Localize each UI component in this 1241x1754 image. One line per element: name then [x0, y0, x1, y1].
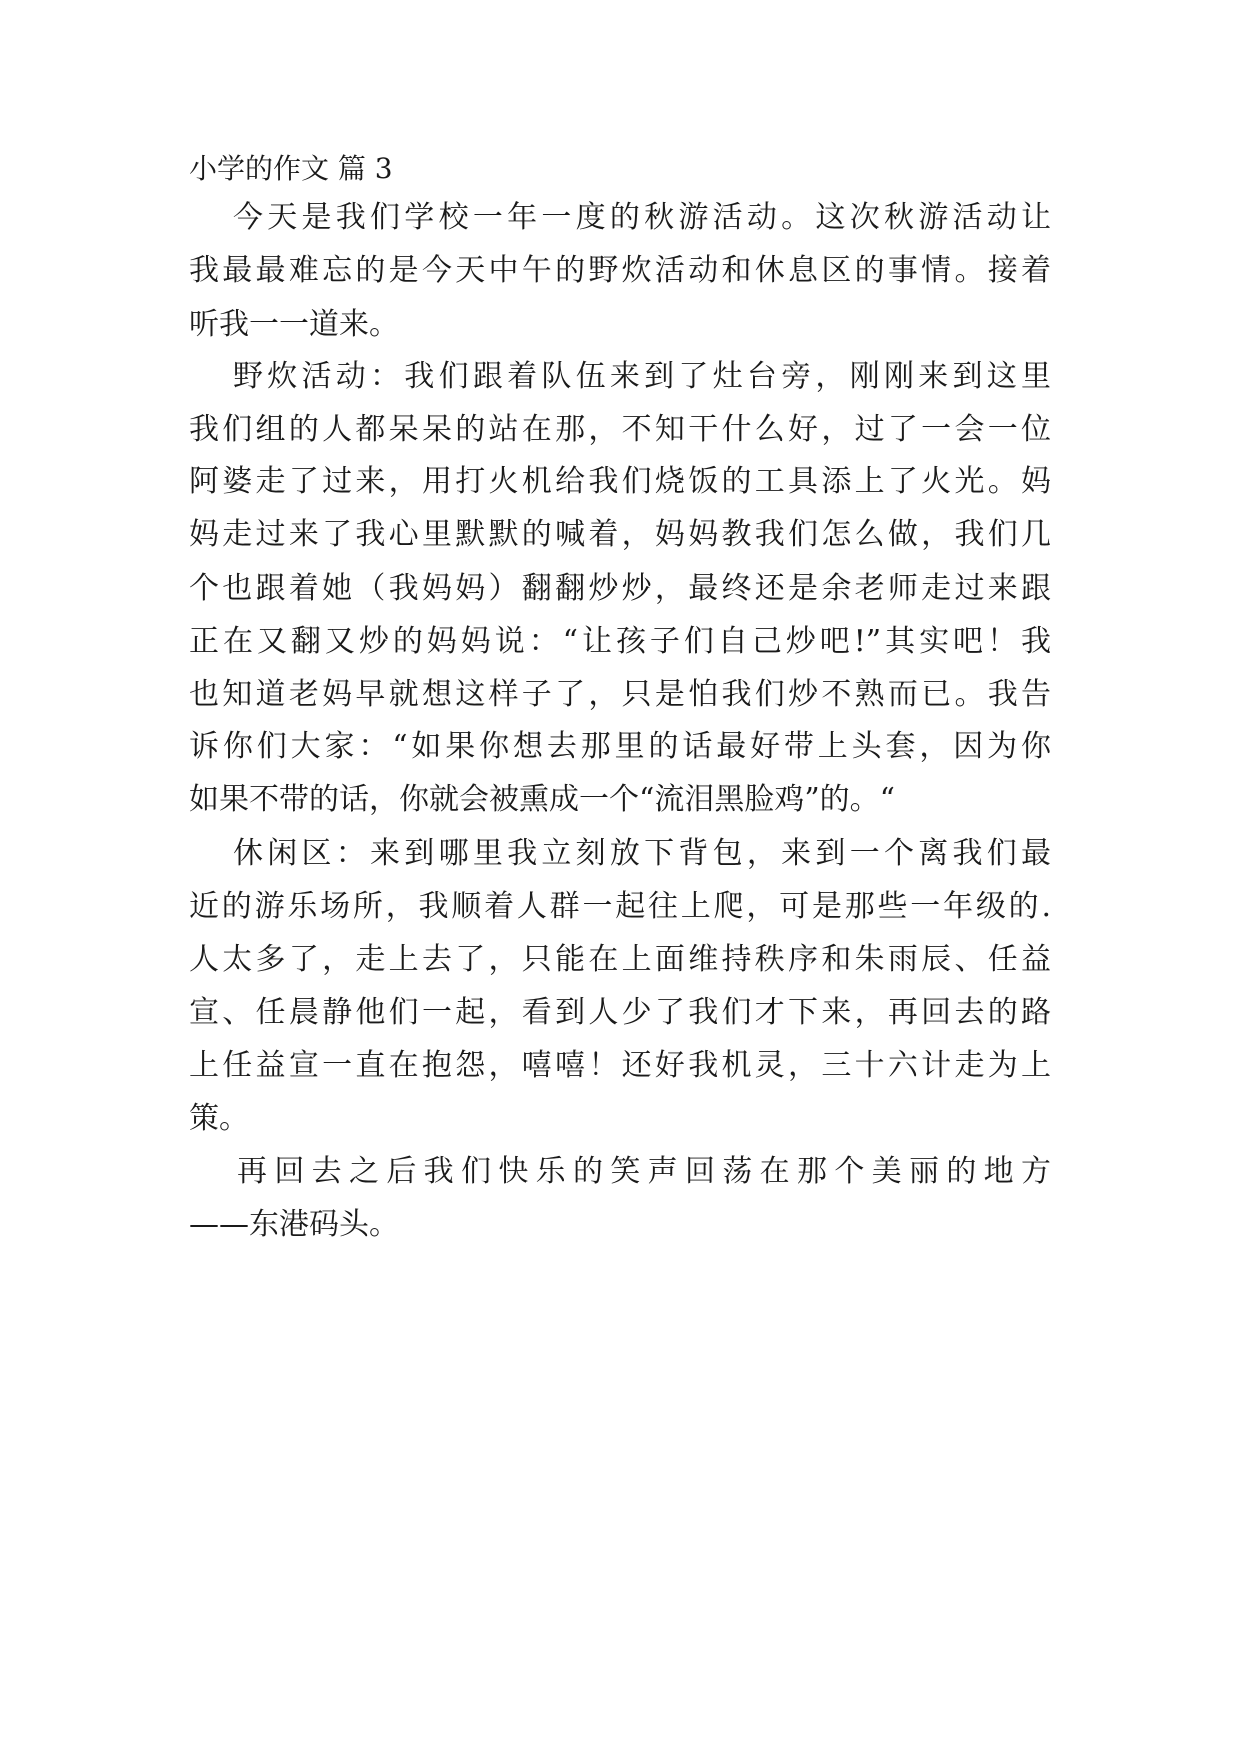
paragraph-2-line-5: 个也跟着她（我妈妈）翻翻炒炒，最终还是余老师走过来跟: [189, 571, 1051, 606]
paragraph-3-line-4: 宣、任晨静他们一起，看到人少了我们才下来，再回去的路: [189, 995, 1051, 1030]
paragraph-1-line-1: 今天是我们学校一年一度的秋游活动。这次秋游活动让: [233, 200, 1051, 235]
document-title: 小学的作文 篇 3: [189, 152, 393, 185]
paragraph-3-line-1: 休闲区：来到哪里我立刻放下背包，来到一个离我们最: [233, 836, 1051, 871]
paragraph-2-line-4: 妈走过来了我心里默默的喊着，妈妈教我们怎么做，我们几: [189, 517, 1051, 552]
paragraph-4-line-2: ——东港码头。: [189, 1207, 399, 1242]
paragraph-3-line-2: 近的游乐场所，我顺着人群一起往上爬，可是那些一年级的.: [189, 889, 1051, 924]
paragraph-2-line-8: 诉你们大家：“如果你想去那里的话最好带上头套，因为你: [189, 729, 1051, 764]
paragraph-2-line-2: 我们组的人都呆呆的站在那，不知干什么好，过了一会一位: [189, 412, 1051, 447]
paragraph-1-line-2: 我最最难忘的是今天中午的野炊活动和休息区的事情。接着: [189, 253, 1051, 288]
paragraph-2-line-3: 阿婆走了过来，用打火机给我们烧饭的工具添上了火光。妈: [189, 464, 1051, 499]
paragraph-3-line-3: 人太多了，走上去了，只能在上面维持秩序和朱雨辰、任益: [189, 942, 1051, 977]
paragraph-2-line-1: 野炊活动：我们跟着队伍来到了灶台旁，刚刚来到这里: [233, 359, 1051, 394]
paragraph-4-line-1: 再回去之后我们快乐的笑声回荡在那个美丽的地方: [237, 1154, 1051, 1189]
paragraph-3-line-6: 策。: [189, 1101, 249, 1136]
paragraph-2-line-6: 正在又翻又炒的妈妈说：“让孩子们自己炒吧!”其实吧！我: [189, 624, 1051, 659]
paragraph-2-line-7: 也知道老妈早就想这样子了，只是怕我们炒不熟而已。我告: [189, 677, 1051, 712]
paragraph-1-line-3: 听我一一道来。: [189, 307, 399, 342]
paragraph-2-line-9: 如果不带的话，你就会被熏成一个“流泪黑脸鸡”的。“: [189, 782, 896, 817]
paragraph-3-line-5: 上任益宣一直在抱怨，嘻嘻！还好我机灵，三十六计走为上: [189, 1048, 1051, 1083]
